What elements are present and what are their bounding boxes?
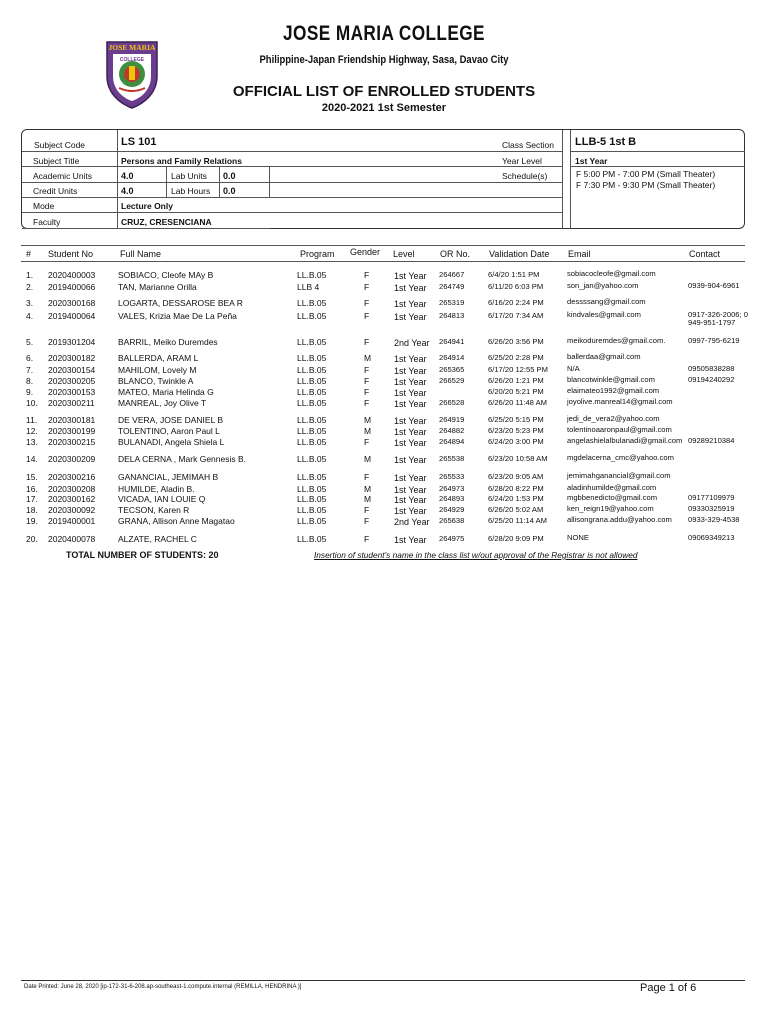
year-level: 1st Year — [394, 455, 427, 465]
gender: F — [364, 472, 370, 482]
gender: F — [364, 437, 370, 447]
or-number: 264749 — [439, 282, 465, 291]
student-name: GRANA, Allison Anne Magatao — [118, 516, 235, 526]
col-header-email: Email — [568, 249, 591, 259]
year-level: 1st Year — [394, 485, 427, 495]
row-number: 5. — [26, 337, 34, 347]
gender: F — [364, 337, 370, 347]
year-level: 2nd Year — [394, 338, 430, 348]
row-number: 12. — [26, 426, 38, 436]
validation-date: 6/24/20 3:00 PM — [488, 437, 544, 446]
student-number: 2020400003 — [48, 270, 96, 280]
info-divider — [166, 166, 167, 197]
contact: 0939-904-6961 — [688, 281, 740, 290]
validation-date: 6/17/20 12:55 PM — [488, 365, 548, 374]
student-number: 2020300209 — [48, 454, 96, 464]
program: LL.B.05 — [297, 494, 327, 504]
row-number: 17. — [26, 494, 38, 504]
contact: 09194240292 — [688, 375, 735, 384]
student-number: 2019400066 — [48, 282, 96, 292]
year-level: 1st Year — [394, 535, 427, 545]
gender: F — [364, 505, 370, 515]
gender: F — [364, 387, 370, 397]
svg-text:JOSE MARIA: JOSE MARIA — [108, 43, 156, 52]
gender: F — [364, 376, 370, 386]
col-header-contact: Contact — [689, 249, 721, 259]
subject-title-label: Subject Title — [33, 156, 80, 166]
student-name: MAHILOM, Lovely M — [118, 365, 197, 375]
student-number: 2020300168 — [48, 298, 96, 308]
email: joyolive.manreal14@gmail.com — [567, 397, 673, 406]
validation-date: 6/25/20 2:28 PM — [488, 353, 544, 362]
svg-text:COLLEGE: COLLEGE — [119, 57, 145, 63]
or-number: 265365 — [439, 365, 465, 374]
validation-date: 6/28/20 9:09 PM — [488, 534, 544, 543]
or-number: 264975 — [439, 534, 465, 543]
year-level: 1st Year — [394, 271, 427, 281]
student-name: BULANADI, Angela Shiela L — [118, 437, 225, 447]
year-level-label: Year Level — [502, 156, 542, 166]
program: LLB 4 — [297, 282, 320, 292]
gender: F — [364, 282, 370, 292]
footer-divider — [21, 980, 745, 981]
info-divider — [22, 197, 562, 198]
faculty-value: CRUZ, CRESENCIANA — [121, 217, 212, 227]
class-section-value: LLB-5 1st B — [575, 136, 637, 148]
student-name: DELA CERNA , Mark Gennesis B. — [118, 454, 247, 464]
program: LL.B.05 — [297, 437, 327, 447]
email: jemimahganancial@gmail.com — [567, 471, 671, 480]
student-name: DE VERA, JOSE DANIEL B — [118, 415, 224, 425]
info-divider — [570, 151, 745, 152]
row-number: 7. — [26, 365, 34, 375]
student-number: 2020400078 — [48, 534, 96, 544]
lab-units-value: 0.0 — [223, 171, 236, 181]
program: LL.B.05 — [297, 534, 327, 544]
row-number: 6. — [26, 353, 34, 363]
student-name: MANREAL, Joy Olive T — [118, 398, 207, 408]
email: dessssang@gmail.com — [567, 297, 646, 306]
gender: F — [364, 534, 370, 544]
or-number: 264973 — [439, 484, 465, 493]
col-header-program: Program — [300, 249, 335, 259]
year-level: 1st Year — [394, 506, 427, 516]
credit-units-label: Credit Units — [33, 186, 78, 196]
student-name: GANANCIAL, JEMIMAH B — [118, 472, 219, 482]
year-level-value: 1st Year — [575, 156, 608, 166]
college-name: JOSE MARIA COLLEGE — [283, 22, 485, 45]
schedule-1: F 5:00 PM - 7:00 PM (Small Theater) — [576, 169, 716, 179]
row-number: 9. — [26, 387, 34, 397]
row-number: 15. — [26, 472, 38, 482]
academic-units-value: 4.0 — [121, 171, 134, 181]
year-level: 1st Year — [394, 377, 427, 387]
student-name: VALES, Krizia Mae De La Peña — [118, 311, 237, 321]
year-level: 1st Year — [394, 283, 427, 293]
email: elaimateo1992@gmail.com — [567, 386, 660, 395]
gender: M — [364, 494, 372, 504]
col-header-student-no: Student No — [48, 249, 94, 259]
or-number: 266529 — [439, 376, 465, 385]
year-level: 1st Year — [394, 399, 427, 409]
gender: F — [364, 311, 370, 321]
gender: M — [364, 353, 372, 363]
student-number: 2020300162 — [48, 494, 96, 504]
col-header-level: Level — [393, 249, 415, 259]
student-name: BLANCO, Twinkle A — [118, 376, 194, 386]
validation-date: 6/17/20 7:34 AM — [488, 311, 544, 320]
info-divider — [22, 182, 562, 183]
email: mgdelacerna_cmc@yahoo.com — [567, 453, 674, 462]
validation-date: 6/26/20 1:21 PM — [488, 376, 544, 385]
year-level: 1st Year — [394, 427, 427, 437]
info-divider — [219, 166, 220, 197]
info-divider — [22, 212, 562, 213]
program: LL.B.05 — [297, 353, 327, 363]
program: LL.B.05 — [297, 387, 327, 397]
student-number: 2020300215 — [48, 437, 96, 447]
row-number: 19. — [26, 516, 38, 526]
or-number: 265538 — [439, 454, 465, 463]
col-header-num: # — [26, 249, 32, 259]
semester-label: 2020-2021 1st Semester — [321, 102, 447, 114]
class-section-label: Class Section — [502, 140, 554, 150]
program: LL.B.05 — [297, 454, 327, 464]
gender: M — [364, 426, 372, 436]
or-number: 264894 — [439, 437, 465, 446]
date-printed: Date Printed: June 28, 2020 [ip-172-31-6-208.ap-southeast-1.compute.internal (REMILLA, HENDRINA )] — [24, 984, 302, 990]
col-header-validation-date: Validation Date — [489, 249, 550, 259]
validation-date: 6/26/20 3:56 PM — [488, 337, 544, 346]
contact: 09177109979 — [688, 493, 735, 502]
student-number: 2020300153 — [48, 387, 96, 397]
gender: F — [364, 270, 370, 280]
email: aladinhumilde@gmail.com — [567, 483, 657, 492]
contact: 0997-795-6219 — [688, 336, 740, 345]
page-number: Page 1 of 6 — [640, 982, 697, 994]
validation-date: 6/20/20 5:21 PM — [488, 387, 544, 396]
year-level: 1st Year — [394, 495, 427, 505]
or-number: 265319 — [439, 298, 465, 307]
registrar-note: Insertion of student's name in the class list w/out approval of the Registrar is not allowed — [314, 550, 638, 560]
row-number: 3. — [26, 298, 34, 308]
email: ken_reign19@yahoo.com — [567, 504, 654, 513]
validation-date: 6/26/20 11:48 AM — [488, 398, 547, 407]
faculty-label: Faculty — [33, 217, 61, 227]
schedules-label: Schedule(s) — [502, 171, 548, 181]
subject-title-value: Persons and Family Relations — [121, 156, 242, 166]
student-number: 2020300211 — [48, 398, 95, 408]
or-number: 264667 — [439, 270, 465, 279]
info-divider — [562, 130, 563, 229]
program: LL.B.05 — [297, 398, 327, 408]
email: sobiacocleofe@gmail.com — [567, 269, 656, 278]
gender: M — [364, 415, 372, 425]
email: son_jan@yahoo.com — [567, 281, 639, 290]
year-level: 1st Year — [394, 388, 427, 398]
email: allisongrana.addu@yahoo.com — [567, 515, 672, 524]
email: angelashielalbulanadi@gmail.com — [567, 436, 683, 445]
student-number: 2020300154 — [48, 365, 96, 375]
gender: F — [364, 398, 370, 408]
program: LL.B.05 — [297, 376, 327, 386]
email: kindvales@gmail.com — [567, 310, 641, 319]
info-divider — [22, 228, 270, 229]
lab-units-label: Lab Units — [171, 171, 207, 181]
validation-date: 6/28/20 8:22 PM — [488, 484, 544, 493]
validation-date: 6/25/20 5:15 PM — [488, 415, 544, 424]
program: LL.B.05 — [297, 415, 327, 425]
student-number: 2020300205 — [48, 376, 96, 386]
validation-date: 6/11/20 6:03 PM — [488, 282, 544, 291]
academic-units-label: Academic Units — [33, 171, 93, 181]
year-level: 1st Year — [394, 416, 427, 426]
lab-hours-label: Lab Hours — [171, 186, 211, 196]
student-number: 2020300182 — [48, 353, 96, 363]
year-level: 1st Year — [394, 366, 427, 376]
or-number: 265533 — [439, 472, 465, 481]
or-number: 264914 — [439, 353, 465, 362]
info-divider — [117, 130, 118, 229]
program: LL.B.05 — [297, 365, 327, 375]
row-number: 11. — [26, 415, 38, 425]
row-number: 8. — [26, 376, 34, 386]
col-header-full-name: Full Name — [120, 249, 162, 259]
validation-date: 6/23/20 10:58 AM — [488, 454, 548, 463]
row-number: 16. — [26, 484, 38, 494]
program: LL.B.05 — [297, 516, 327, 526]
validation-date: 6/26/20 5:02 AM — [488, 505, 544, 514]
validation-date: 6/16/20 2:24 PM — [488, 298, 544, 307]
student-name: TECSON, Karen R — [118, 505, 190, 515]
program: LL.B.05 — [297, 298, 327, 308]
program: LL.B.05 — [297, 270, 327, 280]
info-divider — [22, 151, 562, 152]
student-number: 2020300092 — [48, 505, 96, 515]
info-divider — [22, 166, 562, 167]
or-number: 264813 — [439, 311, 465, 320]
validation-date: 6/24/20 1:53 PM — [488, 494, 544, 503]
gender: M — [364, 484, 372, 494]
program: LL.B.05 — [297, 505, 327, 515]
info-divider — [570, 130, 571, 229]
credit-units-value: 4.0 — [121, 186, 134, 196]
year-level: 1st Year — [394, 473, 427, 483]
email: tolentinoaaronpaul@gmail.com — [567, 425, 672, 434]
year-level: 1st Year — [394, 438, 427, 448]
row-number: 10. — [26, 398, 38, 408]
college-address: Philippine-Japan Friendship Highway, Sasa, Davao City — [259, 54, 509, 66]
gender: M — [364, 454, 372, 464]
student-number: 2020300199 — [48, 426, 96, 436]
program: LL.B.05 — [297, 311, 327, 321]
program: LL.B.05 — [297, 484, 327, 494]
student-name: HUMILDE, Aladin B. — [118, 484, 195, 494]
gender: F — [364, 365, 370, 375]
validation-date: 6/23/20 5:23 PM — [488, 426, 544, 435]
col-header-or-no: OR No. — [440, 249, 471, 259]
contact: 0917-326-2006; 0949-951-1797 — [688, 310, 748, 328]
row-number: 13. — [26, 437, 38, 447]
year-level: 2nd Year — [394, 517, 430, 527]
contact: 09069349213 — [688, 533, 735, 542]
email: ballerdaa@gmail.com — [567, 352, 641, 361]
or-number: 264929 — [439, 505, 465, 514]
row-number: 14. — [26, 454, 38, 464]
student-name: BARRIL, Meiko Duremdes — [118, 337, 218, 347]
row-number: 20. — [26, 534, 38, 544]
or-number: 264941 — [439, 337, 465, 346]
student-number: 2019400001 — [48, 516, 96, 526]
row-number: 4. — [26, 311, 34, 321]
mode-value: Lecture Only — [121, 201, 173, 211]
document-title: OFFICIAL LIST OF ENROLLED STUDENTS — [232, 83, 536, 100]
or-number: 264919 — [439, 415, 465, 424]
student-number: 2020300181 — [48, 415, 96, 425]
or-number: 265638 — [439, 516, 465, 525]
email: blancotwinkle@gmail.com — [567, 375, 655, 384]
student-number: 2020300208 — [48, 484, 96, 494]
or-number: 264882 — [439, 426, 465, 435]
gender: F — [364, 298, 370, 308]
student-name: LOGARTA, DESSAROSE BEA R — [118, 298, 243, 308]
contact: 09330325919 — [688, 504, 735, 513]
total-students: TOTAL NUMBER OF STUDENTS: 20 — [66, 550, 219, 560]
subject-code-label: Subject Code — [34, 140, 86, 150]
contact: 09289210384 — [688, 436, 735, 445]
student-name: VICADA, IAN LOUIE Q — [118, 494, 206, 504]
student-name: TOLENTINO, Aaron Paul L — [118, 426, 220, 436]
year-level: 1st Year — [394, 299, 427, 309]
email: mgbbenedicto@gmail.com — [567, 493, 658, 502]
program: LL.B.05 — [297, 472, 327, 482]
subject-code-value: LS 101 — [121, 136, 157, 148]
or-number: 264893 — [439, 494, 465, 503]
row-number: 2. — [26, 282, 34, 292]
program: LL.B.05 — [297, 426, 327, 436]
email: jedi_de_vera2@yahoo.com — [567, 414, 660, 423]
student-name: SOBIACO, Cleofe MAy B — [118, 270, 214, 280]
schedule-2: F 7:30 PM - 9:30 PM (Small Theater) — [576, 180, 716, 190]
lab-hours-value: 0.0 — [223, 186, 236, 196]
validation-date: 6/4/20 1:51 PM — [488, 270, 540, 279]
student-name: BALLERDA, ARAM L — [118, 353, 199, 363]
email: NONE — [567, 533, 589, 542]
year-level: 1st Year — [394, 354, 427, 364]
mode-label: Mode — [33, 201, 55, 211]
validation-date: 6/25/20 11:14 AM — [488, 516, 547, 525]
row-number: 18. — [26, 505, 38, 515]
program: LL.B.05 — [297, 337, 327, 347]
student-number: 2019400064 — [48, 311, 96, 321]
student-name: ALZATE, RACHEL C — [118, 534, 197, 544]
contact: 0933-329-4538 — [688, 515, 740, 524]
or-number: 266528 — [439, 398, 465, 407]
info-divider — [269, 166, 270, 197]
row-number: 1. — [26, 270, 34, 280]
info-divider — [570, 166, 745, 167]
email: N/A — [567, 364, 580, 373]
year-level: 1st Year — [394, 312, 427, 322]
gender: F — [364, 516, 370, 526]
email: meikoduremdes@gmail.com. — [567, 336, 666, 345]
student-name: TAN, Marianne Orilla — [118, 282, 197, 292]
student-number: 2019301204 — [48, 337, 96, 347]
student-number: 2020300216 — [48, 472, 96, 482]
validation-date: 6/23/20 9:05 AM — [488, 472, 544, 481]
student-name: MATEO, Maria Helinda G — [118, 387, 214, 397]
col-header-gender: Gender — [350, 247, 381, 257]
contact: 09505838288 — [688, 364, 735, 373]
